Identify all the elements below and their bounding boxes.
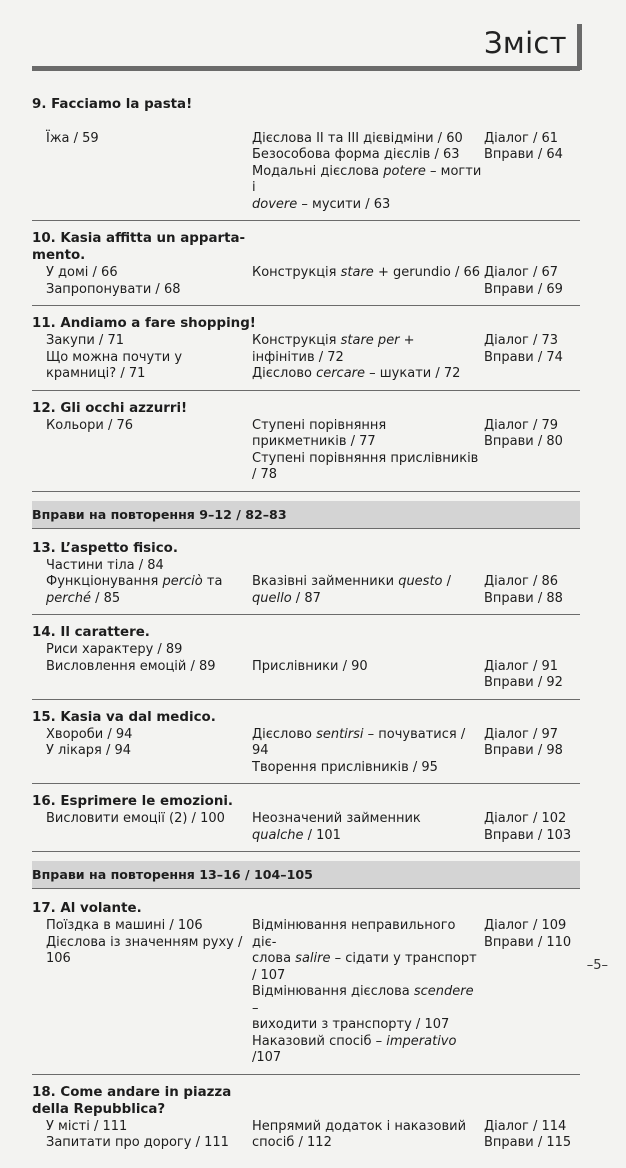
toc-line: спосіб / 112 bbox=[252, 1135, 332, 1150]
review-section: Вправи на повторення 9–12 / 82–83 bbox=[32, 501, 580, 529]
toc-line: Поїздка в машині / 106 bbox=[46, 918, 203, 933]
toc-line: виходити з транспорту / 107 bbox=[252, 1017, 450, 1032]
toc-line: Вправи / 80 bbox=[484, 434, 563, 449]
toc-line: крамниці? / 71 bbox=[46, 366, 146, 381]
toc-line: У місті / 111 bbox=[46, 1118, 128, 1134]
lesson-exercises bbox=[484, 811, 580, 844]
toc-line: Закупи / 71 bbox=[46, 333, 124, 348]
toc-line: Відмінювання дієслова scendere – bbox=[252, 984, 474, 1016]
toc-line: Функціонування perciò та bbox=[46, 574, 223, 589]
toc-line: інфінітив / 72 bbox=[252, 349, 344, 365]
toc-line: Непрямий додаток і наказовий bbox=[252, 1118, 467, 1134]
lesson-topics bbox=[32, 265, 252, 298]
lesson-exercises bbox=[484, 265, 580, 298]
review-section: Вправи на повторення 13–16 / 104–105 bbox=[32, 861, 580, 889]
lesson-title: 16. Esprimere le emozioni. bbox=[32, 794, 234, 809]
lesson-title: 14. Il carattere. bbox=[32, 625, 150, 640]
toc-line: Діалог / 114 bbox=[484, 1118, 567, 1134]
lesson-grammar bbox=[252, 1119, 484, 1152]
lesson-title: 12. Gli occhi azzurri! bbox=[32, 400, 188, 416]
lesson-topics bbox=[32, 418, 252, 484]
toc-line: Риси характеру / 89 bbox=[46, 642, 183, 657]
toc-line: Хвороби / 94 bbox=[46, 726, 133, 742]
page-title: Зміст bbox=[484, 26, 567, 60]
toc-line: Діалог / 109 bbox=[484, 918, 567, 933]
lesson-title: 11. Andiamo a fare shopping! bbox=[32, 316, 256, 331]
lesson-exercises bbox=[484, 727, 580, 777]
toc-line: Вправи / 74 bbox=[484, 349, 563, 365]
toc-line: Модальні дієслова potere – могти і bbox=[252, 163, 482, 195]
header-rule bbox=[32, 66, 580, 71]
toc-line: Конструкція stare + gerundio / 66 bbox=[252, 265, 481, 280]
toc-line: Висловити емоції (2) / 100 bbox=[46, 811, 225, 826]
lesson-entry bbox=[32, 709, 580, 785]
toc-line: Вправи / 103 bbox=[484, 827, 572, 843]
lesson-title: 17. Al volante. bbox=[32, 901, 142, 916]
lesson-grammar bbox=[252, 642, 484, 692]
lesson-grammar bbox=[252, 918, 484, 1067]
lesson-grammar bbox=[252, 811, 484, 844]
lesson-entry bbox=[32, 400, 580, 492]
lesson-entry bbox=[32, 96, 580, 221]
toc-line: Що можна почути у bbox=[46, 349, 183, 365]
toc-line: Дієслово cercare – шукати / 72 bbox=[252, 366, 461, 381]
lesson-entry bbox=[32, 230, 580, 306]
toc-line: Діалог / 79 bbox=[484, 417, 559, 433]
toc-line: Висловлення емоцій / 89 bbox=[46, 658, 216, 674]
toc-line: Ступені порівняння прикметників / 77 bbox=[252, 417, 387, 449]
toc-line: Діалог / 73 bbox=[484, 333, 559, 348]
toc-line: Вправи / 92 bbox=[484, 675, 563, 690]
toc-line: Частини тіла / 84 bbox=[46, 557, 164, 573]
lesson-exercises bbox=[484, 114, 580, 213]
lesson-entry bbox=[32, 900, 580, 1075]
toc-line: Конструкція stare per + bbox=[252, 333, 415, 348]
toc-line: Запропонувати / 68 bbox=[46, 281, 181, 297]
lesson-topics bbox=[32, 642, 252, 692]
toc-line: dovere – мусити / 63 bbox=[252, 196, 391, 212]
lesson-exercises bbox=[484, 1119, 580, 1152]
lesson-topics bbox=[32, 558, 252, 608]
toc-line: У домі / 66 bbox=[46, 265, 118, 280]
lesson-grammar bbox=[252, 333, 484, 383]
lesson-topics bbox=[32, 811, 252, 844]
lesson-topics bbox=[32, 727, 252, 777]
lesson-entry bbox=[32, 793, 580, 852]
lesson-title: 18. Come andare in piazza della Repubblica? bbox=[32, 1084, 232, 1117]
toc-line: Вправи / 88 bbox=[484, 590, 563, 606]
toc-line: Запитати про дорогу / 111 bbox=[46, 1135, 229, 1150]
toc-line: Неозначений займенник bbox=[252, 811, 421, 826]
table-of-contents bbox=[32, 96, 580, 1168]
toc-line: Вправи / 69 bbox=[484, 281, 563, 297]
page-number: –5– bbox=[586, 958, 608, 973]
lesson-topics bbox=[32, 1119, 252, 1152]
lesson-exercises bbox=[484, 558, 580, 608]
lesson-entry bbox=[32, 540, 580, 616]
toc-line: У лікаря / 94 bbox=[46, 743, 132, 758]
lesson-grammar bbox=[252, 727, 484, 777]
toc-line: qualche / 101 bbox=[252, 827, 341, 843]
lesson-topics bbox=[32, 333, 252, 383]
toc-line: Дієслова із значенням руху / 106 bbox=[46, 934, 243, 966]
toc-line: Діалог / 91 bbox=[484, 658, 559, 674]
lesson-title: 13. L’aspetto fisico. bbox=[32, 540, 178, 556]
lesson-entry bbox=[32, 624, 580, 700]
toc-line: quello / 87 bbox=[252, 590, 321, 606]
lesson-exercises bbox=[484, 418, 580, 484]
toc-line: Вправи / 115 bbox=[484, 1135, 572, 1150]
toc-line: Дієслово sentirsi – почуватися / 94 bbox=[252, 726, 466, 758]
toc-line: Діалог / 61 bbox=[484, 130, 559, 146]
lesson-exercises bbox=[484, 918, 580, 1067]
toc-line: Діалог / 102 bbox=[484, 811, 567, 826]
toc-line: Творення прислівників / 95 bbox=[252, 759, 438, 775]
lesson-topics bbox=[32, 918, 252, 1067]
toc-line: Наказовий спосіб – imperativo /107 bbox=[252, 1033, 457, 1065]
toc-line: Вправи / 110 bbox=[484, 934, 572, 950]
lesson-exercises bbox=[484, 642, 580, 692]
lesson-grammar bbox=[252, 114, 484, 213]
toc-line: perché / 85 bbox=[46, 590, 121, 606]
lesson-title: 15. Kasia va dal medico. bbox=[32, 709, 216, 725]
lesson-grammar bbox=[252, 558, 484, 608]
lesson-title: 10. Kasia affitta un apparta- mento. bbox=[32, 231, 246, 263]
lesson-title: 9. Facciamo la pasta! bbox=[32, 97, 193, 112]
toc-line: Діалог / 67 bbox=[484, 265, 559, 280]
toc-line: Прислівники / 90 bbox=[252, 658, 368, 674]
toc-line: Діалог / 86 bbox=[484, 574, 559, 589]
toc-line: Безособова форма дієслів / 63 bbox=[252, 147, 460, 162]
toc-line: Вправи / 64 bbox=[484, 147, 563, 162]
toc-line: Кольори / 76 bbox=[46, 417, 133, 433]
lesson-grammar bbox=[252, 265, 484, 298]
toc-line: слова salire – сідати у транспорт / 107 bbox=[252, 951, 477, 983]
lesson-grammar bbox=[252, 418, 484, 484]
header-vertical-bar bbox=[577, 24, 582, 70]
lesson-entry bbox=[32, 315, 580, 391]
toc-line: Вказівні займенники questo / bbox=[252, 574, 452, 589]
toc-line: Діалог / 97 bbox=[484, 726, 559, 742]
toc-line: Дієслова II та III дієвідміни / 60 bbox=[252, 130, 463, 146]
lesson-exercises bbox=[484, 333, 580, 383]
toc-line: Ступені порівняння прислівників / 78 bbox=[252, 450, 479, 482]
toc-line: Вправи / 98 bbox=[484, 743, 563, 758]
lesson-topics bbox=[32, 114, 252, 213]
toc-line: Їжа / 59 bbox=[46, 130, 99, 146]
lesson-entry bbox=[32, 1084, 580, 1159]
toc-line: Відмінювання неправильного діє- bbox=[252, 918, 456, 950]
